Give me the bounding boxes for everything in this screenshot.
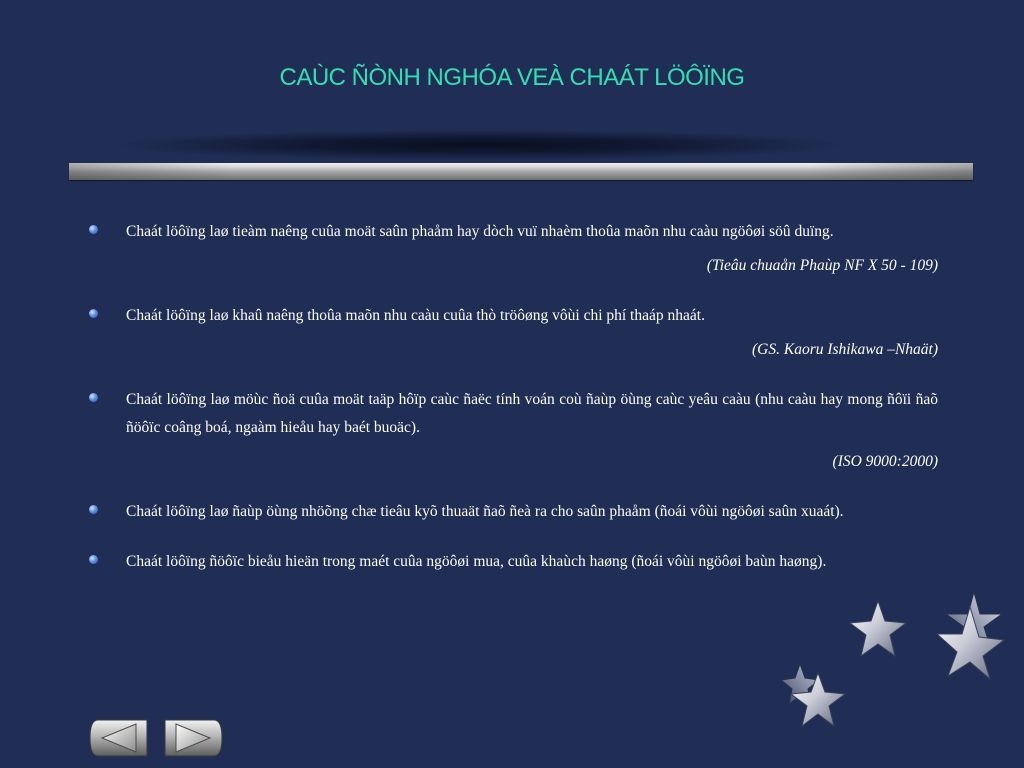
definition-source: (Tieâu chuaån Phaùp NF X 50 - 109): [706, 257, 938, 274]
definition-item: [86, 386, 938, 476]
star-icon: [781, 664, 819, 704]
star-icon: [937, 607, 1004, 679]
previous-slide-button[interactable]: [88, 718, 149, 758]
bullet-icon: [89, 505, 98, 514]
header-rule-bar: [69, 163, 973, 180]
definition-source: (ISO 9000:2000): [832, 453, 938, 470]
star-icon: [791, 673, 845, 726]
definition-item: [86, 218, 938, 280]
next-slide-button[interactable]: [163, 718, 224, 758]
bullet-icon: [89, 309, 98, 318]
bullet-icon: [89, 555, 98, 564]
definition-item: [86, 498, 938, 526]
definition-text: Chaát löôïng ñöôïc bieåu hieän trong maét cuûa ngöôøi mua, cuûa khaùch haøng (ñoái vôùi ngöôøi baùn haøng).: [126, 553, 827, 570]
title-shadow-band: [120, 130, 840, 160]
definition-text: Chaát löôïng laø ñaùp öùng nhöõng chæ tieâu kyõ thuaät ñaõ ñeà ra cho saûn phaåm (ñoái vôùi ngöôøi saûn xuaát).: [126, 503, 844, 520]
definition-source: (GS. Kaoru Ishikawa –Nhaät): [752, 341, 938, 358]
definition-item: [86, 302, 938, 364]
star-icon: [850, 601, 906, 656]
bullet-icon: [89, 393, 98, 402]
star-icon: [946, 592, 1002, 649]
definition-text: Chaát löôïng laø möùc ñoä cuûa moät taäp hôïp caùc ñaëc tính voán coù ñaùp öùng caùc yeâu caàu (nhu caàu hay mong ñôïi ñaõ ñöôïc coâng boá, ngaàm hieåu hay baét buoäc).: [126, 391, 938, 436]
bullet-icon: [89, 225, 98, 234]
definitions-list: [86, 218, 938, 598]
slide-title: CAÙC ÑÒNH NGHÓA VEÀ CHAÁT LÖÔÏNG: [279, 64, 745, 91]
definition-text: Chaát löôïng laø tieàm naêng cuûa moät saûn phaåm hay dòch vuï nhaèm thoûa maõn nhu caàu ngöôøi söû duïng.: [126, 223, 834, 240]
definition-text: Chaát löôïng laø khaû naêng thoûa maõn nhu caàu cuûa thò tröôøng vôùi chi phí thaáp nhaát.: [126, 307, 705, 324]
definition-item: [86, 548, 938, 576]
